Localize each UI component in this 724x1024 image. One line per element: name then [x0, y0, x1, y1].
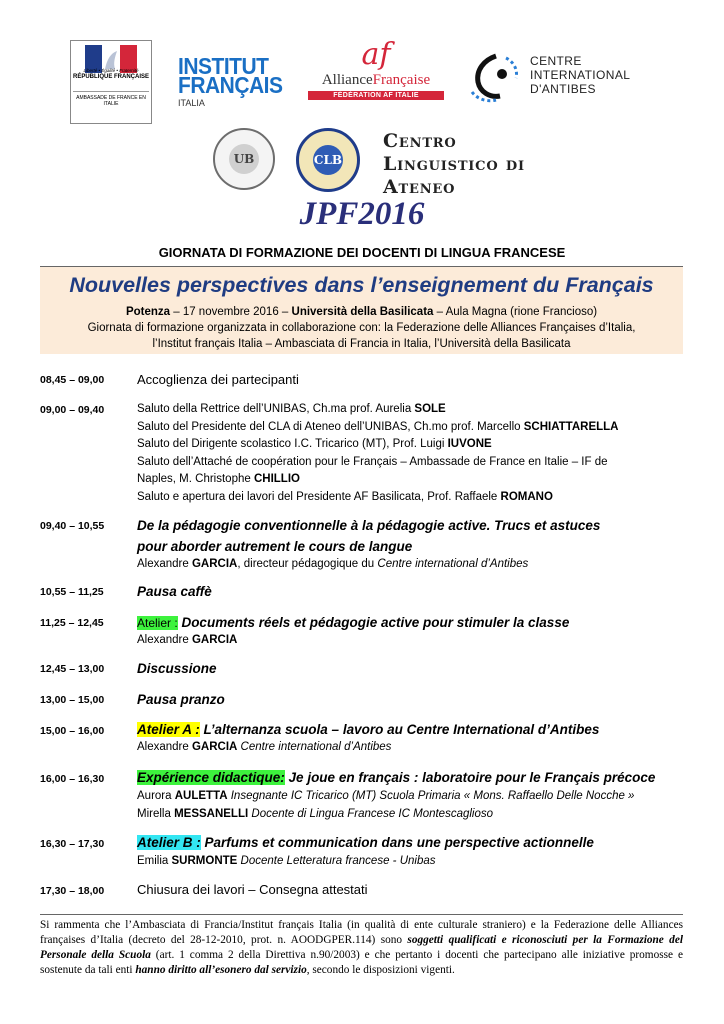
af-name: [308, 72, 444, 88]
speaker-line: [137, 739, 391, 757]
rf-embassy: AMBASSADE DE FRANCE EN ITALIE: [73, 91, 149, 107]
greeting-name: IUVONE: [447, 438, 492, 450]
if-line2: FRANÇAIS: [178, 72, 283, 99]
speaker-first: Alexandre: [137, 634, 192, 646]
slot-text: Accoglienza dei partecipanti: [137, 372, 299, 387]
af-name-b: Française: [372, 72, 431, 88]
slot-time: 10,55 – 11,25: [40, 586, 104, 598]
note-part: Si rammenta che l’Ambasciata di Francia/Institut français Italia (in qualità di ente culturale straniero) e la Federazione delle Alliances françaises d’Italia (decreto del 28-12-2010, prot. n. AOODGPER.114) sono: [40, 919, 683, 946]
slot-time: 08,45 – 09,00: [40, 374, 105, 386]
speaker-last: GARCIA: [191, 558, 238, 570]
speaker-line: [137, 853, 436, 871]
greeting-text: Saluto e apertura dei lavori del Presidente AF Basilicata, Prof. Raffaele: [137, 490, 501, 503]
atelier-title: Documents réels et pédagogie active pour stimuler la classe: [177, 615, 570, 630]
greeting-name: SCHIATTARELLA: [523, 420, 619, 433]
greeting-line: Saluto dell’Attaché de coopération pour le Français – Ambassade de France en Italie – IF de: [137, 455, 608, 468]
rf-name: RÉPUBLIQUE FRANÇAISE: [72, 74, 149, 80]
speaker-first: Mirella: [137, 808, 175, 820]
atelier-title: Je joue en français : laboratoire pour le Français précoce: [284, 770, 656, 785]
speaker-role: , directeur pédagogique du: [237, 558, 378, 570]
speaker-org: Centre international d’Antibes: [237, 741, 392, 753]
rf-motto: Liberté • Égalité • Fraternité: [83, 68, 139, 73]
cia-line2: INTERNATIONAL: [530, 68, 631, 82]
slot-time: 17,30 – 18,00: [40, 885, 105, 897]
slot-time: 16,00 – 16,30: [40, 773, 105, 785]
atelier-title: Parfums et communication dans une perspective actionnelle: [200, 835, 594, 850]
speaker-org: Centre international d’Antibes: [377, 558, 529, 570]
speaker-line: [137, 632, 237, 650]
unibas-seal: [213, 128, 275, 190]
speaker-last: MESSANELLI: [174, 808, 249, 820]
greeting-line: [137, 471, 300, 489]
slot-time: 12,45 – 13,00: [40, 663, 105, 675]
af-mark: af: [361, 37, 391, 72]
venue-place: Potenza: [125, 306, 171, 318]
note-emphasis: soggetti qualificati e riconosciuti per la Formazione del Personale della Scuola: [40, 934, 683, 961]
greeting-name: SOLE: [414, 403, 446, 415]
note-part: (art. 1 comma 2 della Direttiva n.90/2003) e che pertanto i docenti che partecipano alle iniziative promosse e sostenute da tali enti: [40, 949, 683, 976]
cia-line3: D'ANTIBES: [530, 82, 596, 96]
slot-time: 16,30 – 17,30: [40, 838, 105, 850]
institut-francais-logo: [178, 53, 283, 114]
af-federation: FÉDÉRATION AF ITALIE: [308, 91, 444, 100]
speaker-first: Aurora: [137, 790, 175, 802]
greeting-text: Saluto della Rettrice dell’UNIBAS, Ch.ma prof. Aurelia: [137, 403, 415, 415]
footnote-text: [40, 918, 683, 978]
centro-linguistico-logo: [383, 130, 525, 199]
atelier-line: [137, 832, 594, 853]
atelier-line: [137, 612, 569, 634]
venue-date: – 17 novembre 2016 –: [170, 306, 292, 318]
cla-seal: [296, 128, 360, 192]
greeting-line: [137, 401, 446, 419]
greeting-text: Naples, M. Christophe: [137, 473, 254, 485]
republique-francaise-logo: [70, 40, 152, 124]
speaker-last: GARCIA: [191, 634, 238, 646]
alliance-francaise-logo: [308, 37, 444, 112]
slot-time: 09,40 – 10,55: [40, 520, 105, 532]
slot-time: 15,00 – 16,00: [40, 725, 105, 737]
atelier-tag: Atelier B :: [137, 835, 201, 850]
centre-international-antibes-logo: [466, 48, 656, 108]
speaker-role: Insegnante IC Tricarico (MT) Scuola Primaria « Mons. Raffaello Delle Nocche »: [227, 790, 635, 802]
cla-line3: Ateneo: [383, 176, 456, 198]
slot-text: Pausa pranzo: [137, 692, 225, 707]
if-sub: ITALIA: [178, 98, 205, 108]
speaker-role: Docente di Lingua Francese IC Montescaglioso: [248, 808, 494, 820]
theme-venue: [40, 305, 683, 320]
event-title: JPF2016: [299, 196, 425, 232]
greeting-name: ROMANO: [500, 490, 553, 503]
atelier-tag: Atelier A :: [137, 722, 200, 737]
greeting-line: [137, 489, 553, 507]
speaker-last: SURMONTE: [171, 855, 238, 867]
antibes-swirl-icon: [466, 52, 522, 104]
event-subtitle: GIORNATA DI FORMAZIONE DEI DOCENTI DI LINGUA FRANCESE: [158, 245, 566, 260]
speaker-first: Alexandre: [137, 558, 192, 570]
speaker-line: [137, 806, 493, 824]
footnote-box: [40, 914, 683, 977]
cia-line1: CENTRE: [530, 54, 582, 68]
venue-aula: – Aula Magna (rione Francioso): [433, 306, 598, 318]
theme-title: Nouvelles perspectives dans l’enseignement du Français: [69, 273, 654, 297]
greeting-name: CHILLIO: [253, 473, 300, 485]
atelier-line: [137, 767, 655, 788]
venue-university: Università della Basilicata: [291, 306, 434, 318]
if-line1: INSTITUT: [178, 53, 269, 80]
unibas-seal-mark: UB: [229, 144, 259, 174]
theme-organisers-2: l’Institut français Italia – Ambasciata di Francia in Italia, l’Università della Basilicata: [152, 338, 571, 350]
speaker-line: [137, 788, 634, 806]
cla-line2: Linguistico di: [383, 153, 525, 175]
talk-title-2: pour aborder autrement le cours de langue: [137, 539, 413, 554]
slot-time: 13,00 – 15,00: [40, 694, 105, 706]
cia-text: [530, 54, 630, 96]
cla-seal-mark: CLB: [313, 145, 343, 175]
speaker-last: AULETTA: [174, 790, 228, 802]
speaker-first: Emilia: [137, 855, 172, 867]
greeting-line: [137, 419, 619, 437]
greeting-line: [137, 436, 492, 454]
speaker-first: Alexandre: [137, 741, 192, 753]
talk-title-1: De la pédagogie conventionnelle à la pédagogie active. Trucs et astuces: [137, 518, 601, 533]
atelier-line: [137, 719, 599, 740]
note-emphasis: hanno diritto all’esonero dal servizio: [135, 964, 307, 976]
slot-text: Discussione: [137, 661, 217, 676]
cla-line1: Centro: [383, 130, 457, 152]
af-name-a: Alliance: [321, 72, 373, 88]
atelier-tag: Atelier :: [137, 616, 178, 630]
slot-text: Chiusura dei lavori – Consegna attestati: [137, 882, 368, 897]
speaker-line: [137, 556, 528, 574]
theme-organisers-1: Giornata di formazione organizzata in collaborazione con: la Federazione delle Alliances Françaises d’Italia,: [87, 322, 636, 334]
speaker-role: Docente Letteratura francese - Unibas: [237, 855, 436, 867]
slot-text: Pausa caffè: [137, 584, 212, 599]
greeting-text: Saluto del Presidente del CLA di Ateneo dell’UNIBAS, Ch.mo prof. Marcello: [137, 420, 524, 433]
note-part: , secondo le disposizioni vigenti.: [306, 964, 455, 976]
speaker-last: GARCIA: [191, 741, 238, 753]
greeting-text: Saluto del Dirigente scolastico I.C. Tricarico (MT), Prof. Luigi: [137, 438, 448, 450]
theme-box: [40, 266, 683, 354]
slot-time: 11,25 – 12,45: [40, 617, 104, 629]
atelier-title: L’alternanza scuola – lavoro au Centre International d’Antibes: [199, 722, 600, 737]
atelier-tag: Expérience didactique:: [137, 770, 285, 785]
slot-time: 09,00 – 09,40: [40, 404, 105, 416]
